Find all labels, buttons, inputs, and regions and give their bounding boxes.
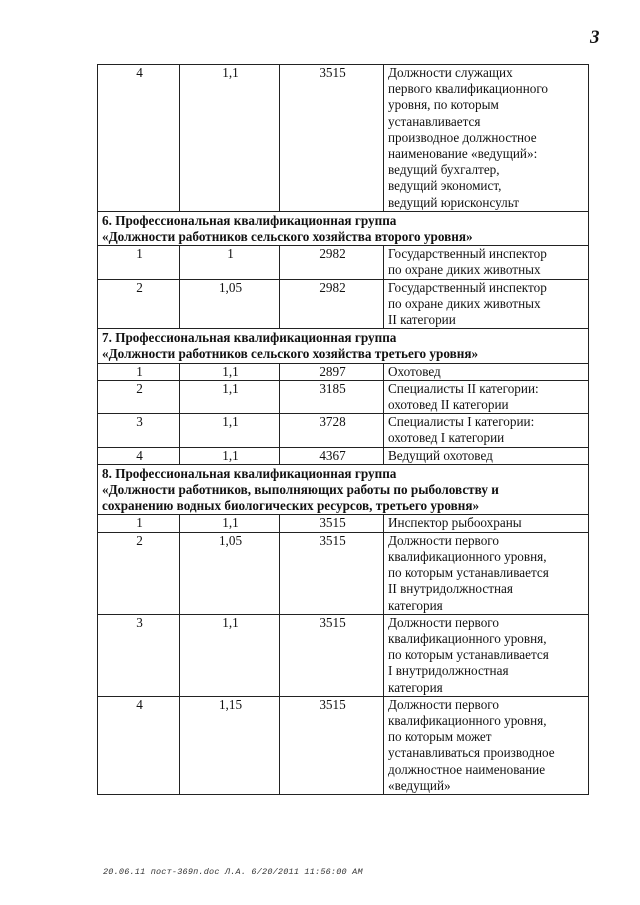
group-header-line: сохранению водных биологических ресурсов, третьего уровня»: [102, 498, 480, 514]
salary-cell: 3515: [280, 515, 384, 532]
position-line: устанавливаться производное: [388, 745, 555, 761]
table-row: [98, 380, 589, 413]
qualification-table-body: [98, 65, 589, 795]
salary-cell: 3515: [280, 65, 384, 212]
position-line: по которым устанавливается: [388, 565, 549, 581]
position-cell: [384, 515, 589, 532]
document-footer: 20.06.11 пост-369п.doc Л.А. 6/20/2011 11:56:00 AM: [103, 867, 363, 877]
table-row: [98, 246, 589, 279]
coefficient-cell: 1,1: [180, 363, 280, 380]
group-header-row: [98, 464, 589, 515]
table-row: [98, 515, 589, 532]
table-row: [98, 696, 589, 794]
coefficient-cell: 1,1: [180, 614, 280, 696]
position-cell: [384, 614, 589, 696]
salary-cell: 4367: [280, 447, 384, 464]
position-cell: [384, 380, 589, 413]
position-line: «ведущий»: [388, 777, 451, 793]
position-cell: [384, 246, 589, 279]
coefficient-cell: 1,1: [180, 447, 280, 464]
position-line: Должности первого: [388, 614, 499, 630]
position-line: ведущий юрисконсульт: [388, 194, 519, 210]
position-cell: [384, 279, 589, 329]
level-cell: 3: [98, 414, 180, 447]
level-cell: 1: [98, 246, 180, 279]
salary-cell: 3185: [280, 380, 384, 413]
position-line: по охране диких животных: [388, 295, 541, 311]
coefficient-cell: 1,15: [180, 696, 280, 794]
position-line: Должности первого: [388, 696, 499, 712]
salary-cell: 3728: [280, 414, 384, 447]
salary-cell: 2897: [280, 363, 384, 380]
position-line: первого квалификационного: [388, 81, 549, 97]
table-row: [98, 363, 589, 380]
position-line: ведущий экономист,: [388, 178, 502, 194]
level-cell: 4: [98, 447, 180, 464]
table-row: [98, 532, 589, 614]
position-line: I внутридолжностная: [388, 663, 509, 679]
group-header-line: «Должности работников сельского хозяйства третьего уровня»: [102, 346, 479, 362]
table-row: [98, 279, 589, 329]
position-line: наименование «ведущий»:: [388, 146, 538, 162]
position-line: по которым может: [388, 729, 492, 745]
coefficient-cell: 1: [180, 246, 280, 279]
level-cell: 4: [98, 65, 180, 212]
position-line: Специалисты I категории:: [388, 414, 535, 430]
position-line: производное должностное: [388, 129, 537, 145]
table-row: [98, 614, 589, 696]
group-header-row: [98, 329, 589, 363]
coefficient-cell: 1,05: [180, 532, 280, 614]
group-header: [98, 464, 589, 515]
position-line: Должности первого: [388, 532, 499, 548]
position-line: Должности служащих: [388, 65, 513, 80]
group-header: [98, 329, 589, 363]
salary-cell: 3515: [280, 614, 384, 696]
position-line: II категории: [388, 312, 456, 328]
position-line: Ведущий охотовед: [388, 447, 493, 463]
position-line: Государственный инспектор: [388, 279, 547, 295]
level-cell: 4: [98, 696, 180, 794]
coefficient-cell: 1,1: [180, 414, 280, 447]
position-line: охотовед I категории: [388, 430, 505, 446]
position-line: Государственный инспектор: [388, 246, 547, 262]
position-line: должностное наименование: [388, 761, 546, 777]
table-row: [98, 65, 589, 212]
position-line: квалификационного уровня,: [388, 712, 547, 728]
position-line: категория: [388, 597, 443, 613]
position-line: Специалисты II категории:: [388, 380, 539, 396]
group-header-line: «Должности работников сельского хозяйства второго уровня»: [102, 229, 473, 245]
coefficient-cell: 1,1: [180, 380, 280, 413]
position-cell: [384, 532, 589, 614]
salary-cell: 3515: [280, 532, 384, 614]
table-row: [98, 447, 589, 464]
group-header-line: 7. Профессиональная квалификационная группа: [102, 330, 397, 346]
position-cell: [384, 65, 589, 212]
position-line: Инспектор рыбоохраны: [388, 515, 522, 531]
position-line: по которым устанавливается: [388, 647, 549, 663]
position-cell: [384, 447, 589, 464]
position-line: квалификационного уровня,: [388, 630, 547, 646]
salary-cell: 2982: [280, 246, 384, 279]
level-cell: 3: [98, 614, 180, 696]
group-header: [98, 211, 589, 245]
table-row: [98, 414, 589, 447]
page-number: 3: [590, 27, 600, 48]
position-line: устанавливается: [388, 113, 481, 129]
level-cell: 1: [98, 363, 180, 380]
position-line: по охране диких животных: [388, 262, 541, 278]
qualification-table: [97, 64, 589, 795]
salary-cell: 2982: [280, 279, 384, 329]
position-cell: [384, 363, 589, 380]
coefficient-cell: 1,1: [180, 515, 280, 532]
group-header-line: 6. Профессиональная квалификационная группа: [102, 212, 397, 228]
level-cell: 2: [98, 380, 180, 413]
position-line: ведущий бухгалтер,: [388, 162, 500, 178]
coefficient-cell: 1,05: [180, 279, 280, 329]
salary-cell: 3515: [280, 696, 384, 794]
position-line: охотовед II категории: [388, 397, 509, 413]
position-cell: [384, 696, 589, 794]
group-header-line: «Должности работников, выполняющих работы по рыболовству и: [102, 482, 499, 498]
position-line: категория: [388, 679, 443, 695]
level-cell: 2: [98, 532, 180, 614]
position-line: уровня, по которым: [388, 97, 499, 113]
position-line: Охотовед: [388, 363, 441, 379]
coefficient-cell: 1,1: [180, 65, 280, 212]
position-line: квалификационного уровня,: [388, 548, 547, 564]
position-line: II внутридолжностная: [388, 581, 513, 597]
group-header-row: [98, 211, 589, 245]
position-cell: [384, 414, 589, 447]
level-cell: 2: [98, 279, 180, 329]
level-cell: 1: [98, 515, 180, 532]
group-header-line: 8. Профессиональная квалификационная группа: [102, 465, 397, 481]
